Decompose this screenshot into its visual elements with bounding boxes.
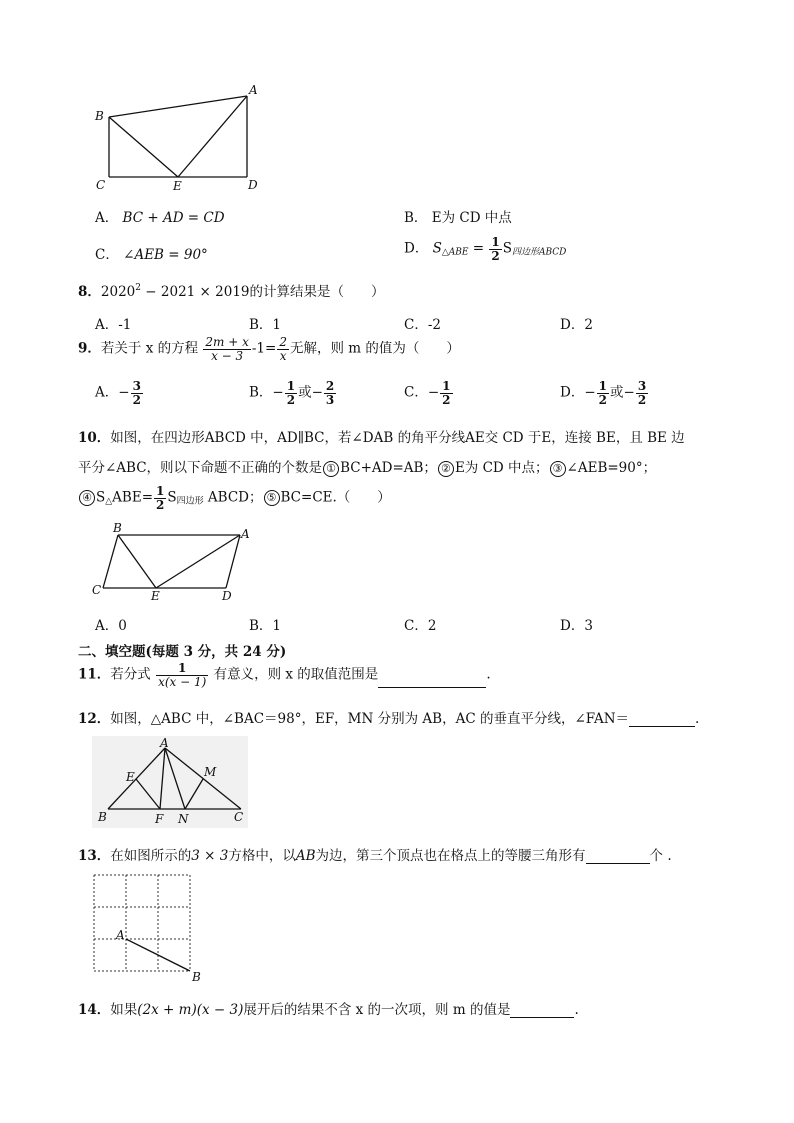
fig12-label-b: B	[98, 810, 107, 824]
fig7-line-be	[109, 117, 178, 177]
fig7-line-ba	[109, 96, 247, 117]
q11-answer-blank[interactable]	[378, 673, 486, 688]
q13-grid-figure	[88, 870, 210, 986]
fig10-label-a: A	[241, 527, 250, 541]
q7-option-d[interactable]: D． $S_{\triangle ABE}$ = $\frac{1}{2}$ $S_{四边形ABCD}$	[404, 235, 567, 263]
fig10-label-c: C	[92, 583, 102, 597]
fig10-line-be	[118, 535, 156, 588]
q13-answer-blank[interactable]	[586, 849, 650, 864]
q7-option-b[interactable]: B． E为 CD 中点	[404, 210, 512, 226]
q8-option-a[interactable]: A．-1	[95, 317, 132, 333]
fig7-label-d: D	[248, 178, 258, 192]
fig10-label-d: D	[222, 589, 232, 602]
fig12-label-e: E	[126, 770, 135, 784]
q12-figure	[92, 736, 248, 828]
fig10-line-ae	[156, 535, 240, 588]
q10-stem-line2: 平分∠ABC，则以下命题不正确的个数是 ① BC+AD=AB； ② E为 CD 中点； ③ ∠AEB=90°；	[78, 460, 657, 476]
q8-stem: 8．$2020^2 - 2021 \times 2019$的计算结果是（ ）	[78, 283, 385, 300]
fig12-label-a: A	[160, 736, 169, 750]
fig7-label-a: A	[249, 83, 258, 97]
q9-option-c[interactable]: C．− $\frac{1}{2}$	[404, 379, 451, 407]
q9-option-d[interactable]: D．− $\frac{1}{2}$ 或− $\frac{3}{2}$	[560, 379, 647, 407]
section-title: 二、填空题(每题 3 分，共 24 分)	[78, 644, 287, 660]
q8-option-c[interactable]: C．-2	[404, 317, 441, 333]
fig10-label-e: E	[151, 589, 160, 602]
q9-option-b[interactable]: B．− $\frac{1}{2}$ 或− $\frac{2}{3}$	[249, 379, 335, 407]
q10-stem-line3: ④ $S_\triangle ABE=$ $\frac{1}{2}$ $S_{四边形}$ ABCD； ⑤ BC=CE.（ ）	[78, 485, 391, 511]
q7-option-a[interactable]: A． BC + AD = CD	[95, 210, 225, 226]
q13-stem: 13．在如图所示的3 × 3方格中，以AB为边，第三个顶点也在格点上的等腰三角形有 个 .	[78, 848, 672, 864]
fig12-label-n: N	[178, 812, 189, 826]
q12-stem: 12．如图，△ABC 中，∠BAC＝98°，EF，MN 分别为 AB，AC 的垂直平分线，∠FAN＝ .	[78, 711, 700, 727]
q7-option-c[interactable]: C． ∠AEB = 90°	[95, 247, 208, 263]
fig10-line-bc	[103, 535, 118, 588]
q10-option-c[interactable]: C．2	[404, 618, 437, 634]
fig7-line-ae	[178, 96, 247, 177]
fig10-label-b: B	[113, 521, 122, 535]
q9-stem: 9．若关于 x 的方程 $\frac{2m + x}{x - 3}$ -1= $\frac{2}{x}$ 无解，则 m 的值为（ ）	[78, 335, 460, 363]
fig7-label-e: E	[173, 179, 182, 193]
q14-answer-blank[interactable]	[510, 1003, 574, 1018]
fig7-label-b: B	[95, 109, 104, 123]
q11-stem: 11．若分式 $\frac{1}{x(x - 1)}$ 有意义，则 x 的取值范围是 .	[78, 661, 491, 689]
q8-option-d[interactable]: D．2	[560, 317, 593, 333]
q10-stem-line1: 10．如图，在四边形ABCD 中，AD∥BC，若∠DAB 的角平分线AE交 CD 于E，连接 BE，且 BE 边	[78, 430, 685, 446]
fig12-background	[92, 736, 248, 828]
q7-d-fraction: $\frac{1}{2}$	[491, 235, 500, 263]
fig12-label-f: F	[155, 812, 164, 826]
q14-stem: 14．如果(2x + m)(x − 3)展开后的结果不含 x 的一次项，则 m 的值是 .	[78, 1002, 579, 1018]
q10-option-d[interactable]: D．3	[560, 618, 593, 634]
q7-figure	[92, 82, 267, 194]
q10-option-a[interactable]: A．0	[95, 618, 127, 634]
fig7-label-c: C	[96, 178, 106, 192]
q12-answer-blank[interactable]	[629, 712, 695, 727]
q9-option-a[interactable]: A．− $\frac{3}{2}$	[95, 379, 141, 407]
fig13-label-b: B	[192, 970, 201, 984]
q10-option-b[interactable]: B．1	[249, 618, 282, 634]
fig12-label-m: M	[204, 765, 217, 779]
fig13-label-a: A	[116, 928, 125, 942]
q10-figure	[88, 520, 256, 602]
q8-option-b[interactable]: B．1	[249, 317, 282, 333]
fig12-label-c: C	[234, 810, 244, 824]
